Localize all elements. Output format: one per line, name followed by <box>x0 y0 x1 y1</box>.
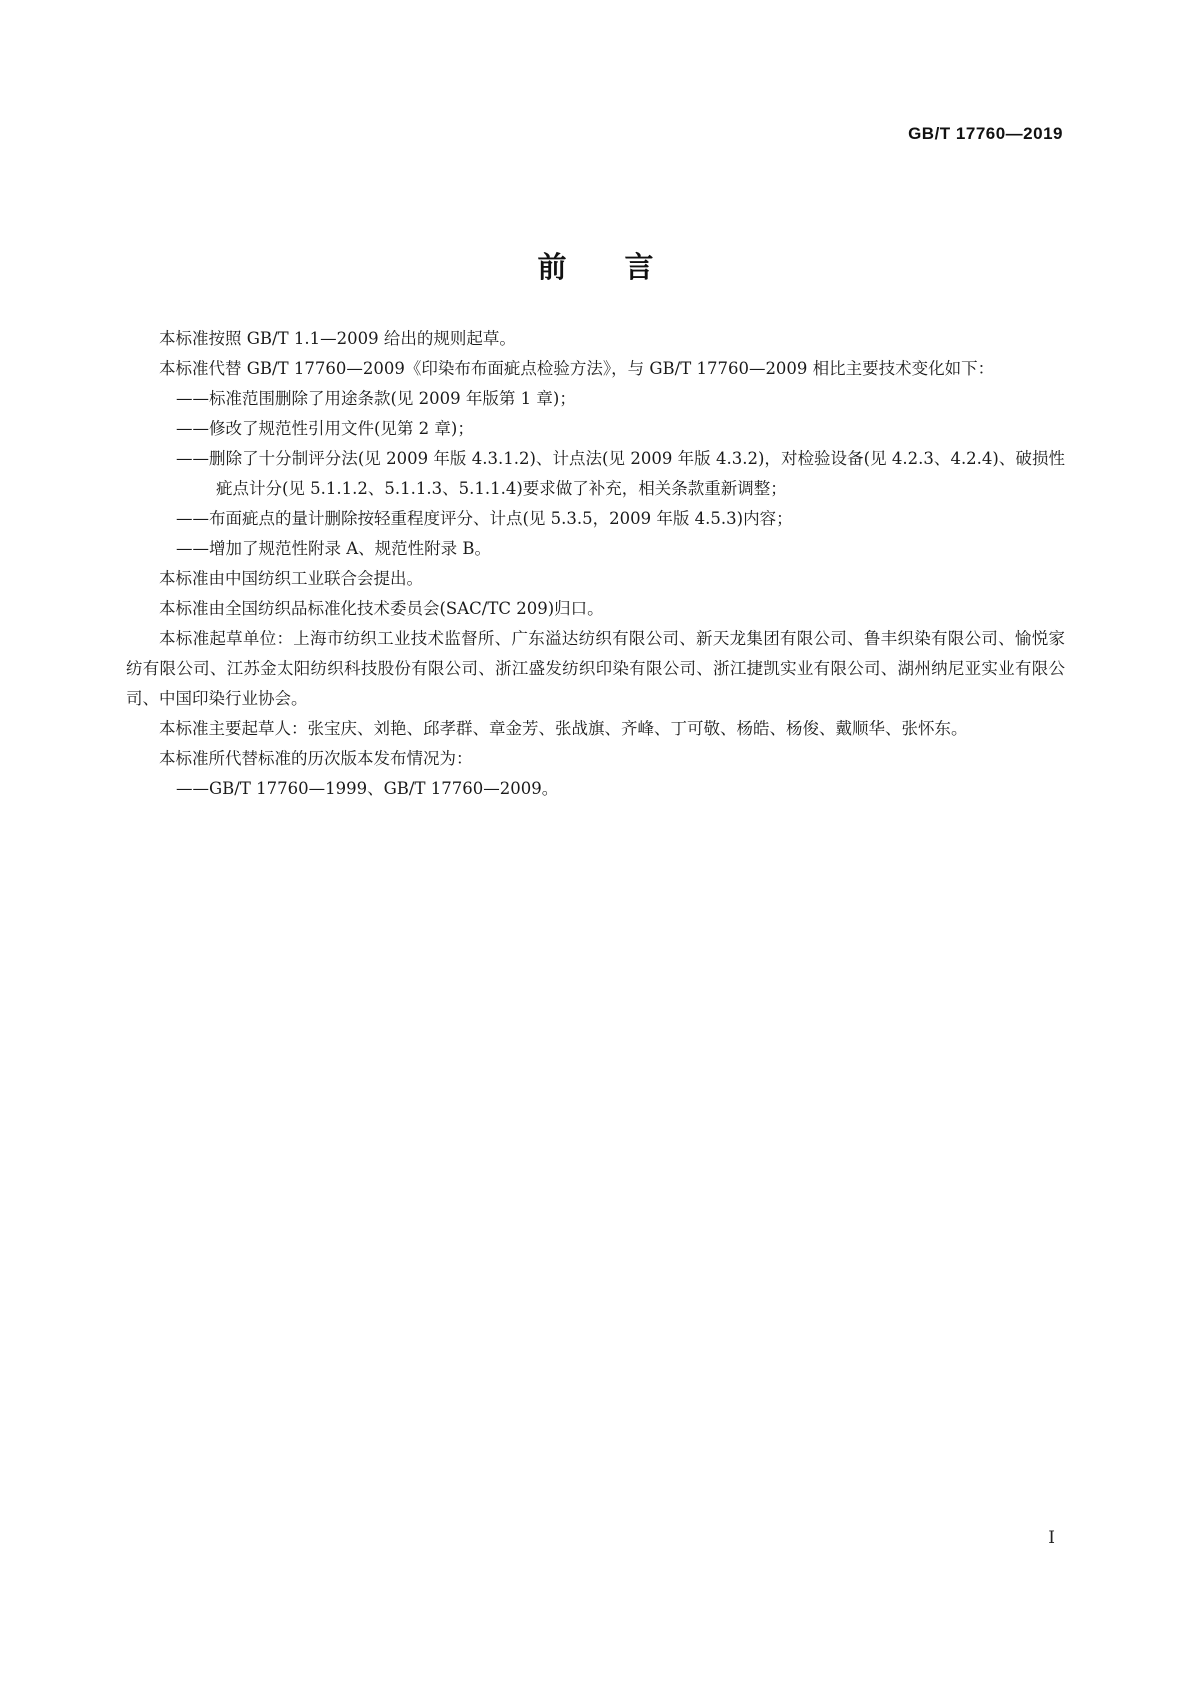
change-item: ——修改了规范性引用文件(见第 2 章)； <box>176 419 474 438</box>
change-item: ——删除了十分制评分法(见 2009 年版 4.3.1.2)、计点法(见 2009 年版 4.3.2)，对检验设备(见 4.2.3、4.2.4)、破损性疵点计分(见 5.1.1.2、5.1.1.3、5.1.1.4)要求做了补充，相关条款重新调整； <box>176 449 1065 498</box>
page-title: 前言 <box>537 250 712 285</box>
paragraph-drafting-rules: 本标准按照 GB/T 1.1—2009 给出的规则起草。 <box>159 329 516 348</box>
change-item: ——布面疵点的量计删除按轻重程度评分、计点(见 5.3.5，2009 年版 4.5.3)内容； <box>176 509 793 528</box>
paragraph-drafting-units: 本标准起草单位：上海市纺织工业技术监督所、广东溢达纺织有限公司、新天龙集团有限公司、鲁丰织染有限公司、愉悦家纺有限公司、江苏金太阳纺织科技股份有限公司、浙江盛发纺织印染有限公司、浙江捷凯实业有限公司、湖州纳尼亚实业有限公司、中国印染行业协会。 <box>126 629 1065 708</box>
paragraph-drafters: 本标准主要起草人：张宝庆、刘艳、邱孝群、章金芳、张战旗、齐峰、丁可敬、杨皓、杨俊、戴顺华、张怀东。 <box>159 719 968 738</box>
paragraph-proposed-by: 本标准由中国纺织工业联合会提出。 <box>159 569 423 588</box>
foreword-body <box>126 324 1065 804</box>
paragraph-replaces: 本标准代替 GB/T 17760—2009《印染布布面疵点检验方法》，与 GB/T 17760—2009 相比主要技术变化如下： <box>159 359 995 378</box>
change-item: ——增加了规范性附录 A、规范性附录 B。 <box>176 539 492 558</box>
paragraph-centralized-by: 本标准由全国纺织品标准化技术委员会(SAC/TC 209)归口。 <box>159 599 604 618</box>
page-number: I <box>1048 1528 1055 1548</box>
paragraph-history: 本标准所代替标准的历次版本发布情况为： <box>159 749 473 768</box>
standard-number: GB/T 17760—2019 <box>908 124 1063 143</box>
change-item: ——标准范围删除了用途条款(见 2009 年版第 1 章)； <box>176 389 576 408</box>
history-item: ——GB/T 17760—1999、GB/T 17760—2009。 <box>176 779 559 798</box>
